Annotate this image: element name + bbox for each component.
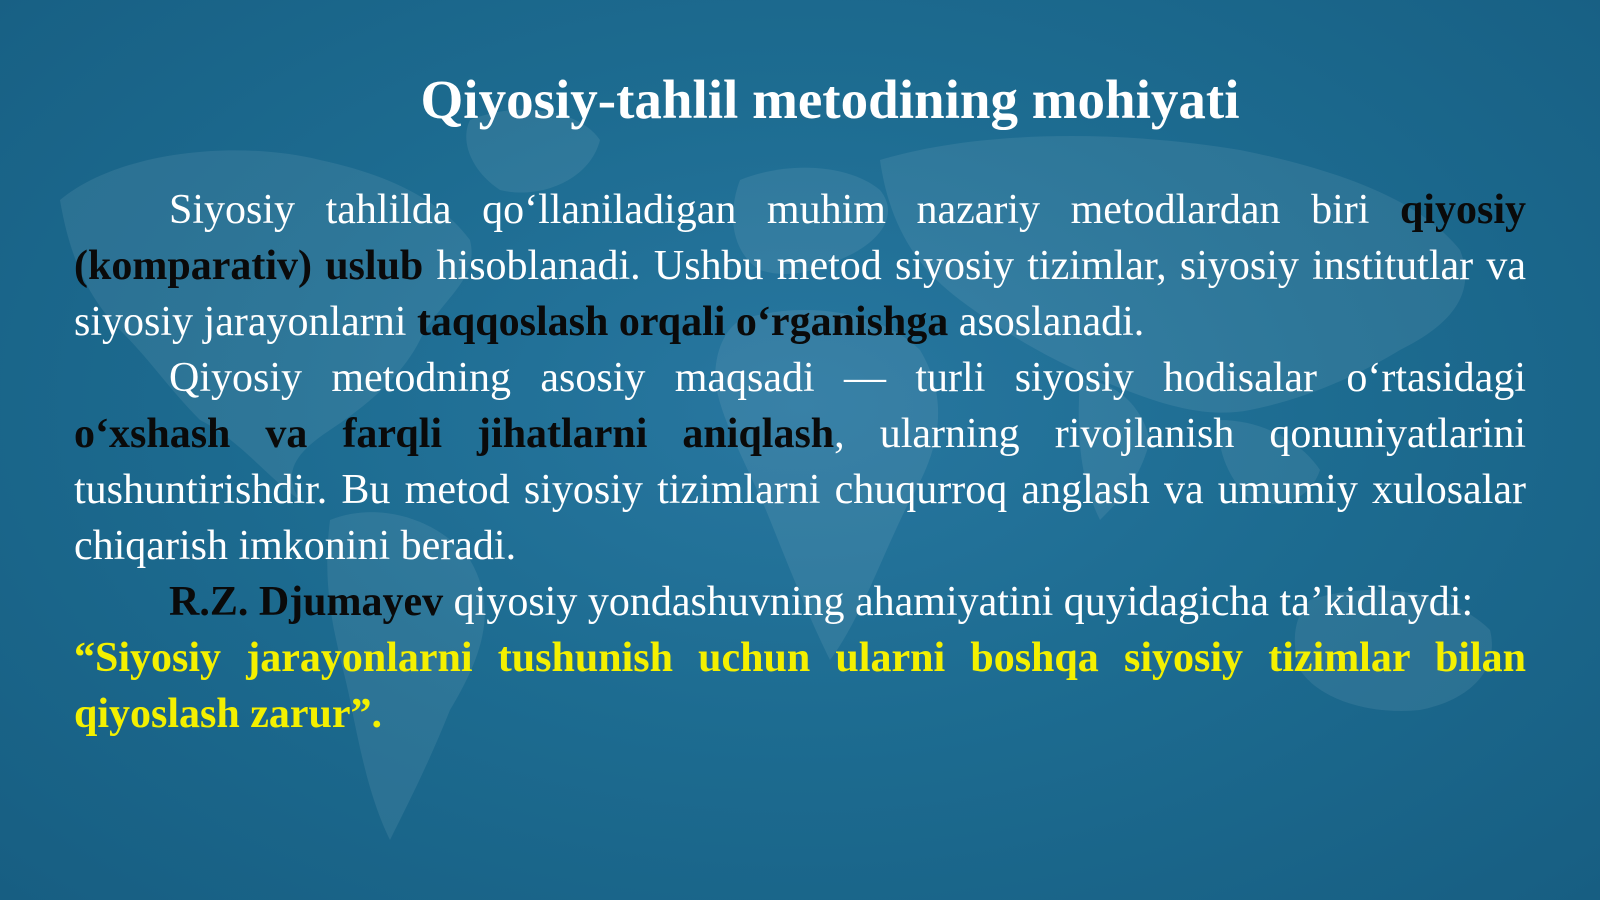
emphasis-similarities-differences: o‘xshash va farqli jihatlarni aniqlash — [74, 411, 835, 457]
slide-title: Qiyosiy-tahlil metodining mohiyati — [420, 69, 1240, 130]
paragraph-author-intro — [74, 574, 1526, 630]
author-quote: “Siyosiy jarayonlarni tushunish uchun ularni boshqa siyosiy tizimlar bilan qiyoslash zarur”. — [74, 635, 1526, 737]
paragraph-text: qiyosiy yondashuvning ahamiyatini quyidagicha ta’kidlaydi: — [443, 579, 1474, 625]
paragraph-text: hisoblanadi. Ushbu metod siyosiy tizimlar, siyosiy institutlar va siyosiy jarayonlarni — [74, 243, 1527, 345]
paragraph-text: Siyosiy tahlilda qo‘llaniladigan muhim nazariy metodlardan biri — [169, 187, 1400, 233]
paragraph-method-goal — [74, 350, 1526, 574]
slide-body — [74, 182, 1526, 742]
emphasis-study-by-comparison: taqqoslash orqali o‘rganishga — [416, 299, 949, 345]
paragraph-text: , ularning rivojlanish qonuniyatlarini tushuntirishdir. Bu metod siyosiy tizimlarni chuqurroq anglash va umumiy xulosalar chiqarish imkonini beradi. — [74, 411, 1526, 569]
paragraph-text: Qiyosiy metodning asosiy maqsadi — turli siyosiy hodisalar o‘rtasidagi — [169, 355, 1526, 401]
paragraph-comparative-method — [74, 182, 1526, 350]
paragraph-text: asoslanadi. — [948, 299, 1145, 345]
emphasis-comparative-style: qiyosiy (komparativ) uslub — [74, 187, 1526, 289]
author-name: R.Z. Djumayev — [169, 579, 444, 625]
